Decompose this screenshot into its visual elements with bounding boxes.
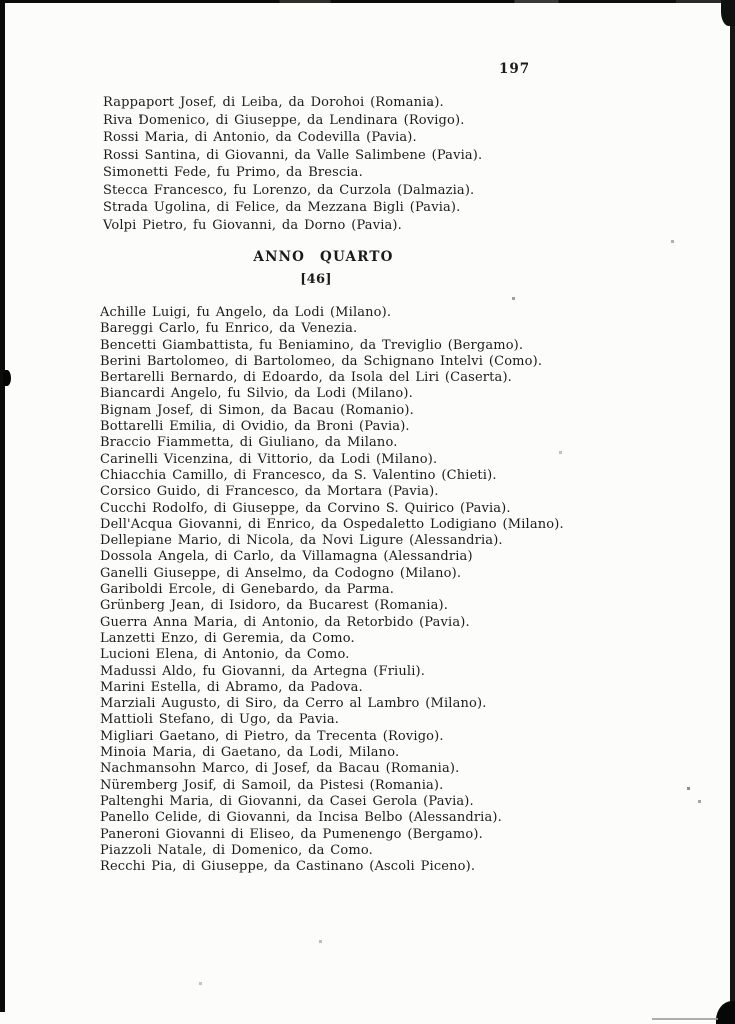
name-list-entry: Dell'Acqua Giovanni, di Enrico, da Ospedaletto Lodigiano (Milano). xyxy=(100,516,564,532)
name-list-entry: Chiacchia Camillo, di Francesco, da S. Valentino (Chieti). xyxy=(100,467,497,483)
name-list-entry: Bignam Josef, di Simon, da Bacau (Romanio). xyxy=(100,402,414,418)
name-list-anno-quarto xyxy=(100,305,564,875)
name-list-entry: Paneroni Giovanni di Eliseo, da Pumenengo (Bergamo). xyxy=(100,826,483,842)
name-list-entry: Corsico Guido, di Francesco, da Mortara (Pavia). xyxy=(100,484,439,500)
name-list-entry: Carinelli Vicenzina, di Vittorio, da Lodi (Milano). xyxy=(100,451,438,467)
name-list-entry: Dossola Angela, di Carlo, da Villamagna (Alessandria) xyxy=(100,549,473,565)
name-list-entry: Stecca Francesco, fu Lorenzo, da Curzola (Dalmazia). xyxy=(103,182,475,198)
scan-corner-bottom-right xyxy=(716,1001,735,1024)
name-list-entry: Nachmansohn Marco, di Josef, da Bacau (Romania). xyxy=(100,761,460,777)
name-list-entry: Bencetti Giambattista, fu Beniamino, da Treviglio (Bergamo). xyxy=(100,337,524,353)
name-list-entry: Marziali Augusto, di Siro, da Cerro al Lambro (Milano). xyxy=(100,696,487,712)
name-list-entry: Berini Bartolomeo, di Bartolomeo, da Schignano Intelvi (Como). xyxy=(100,353,543,369)
name-list-entry: Simonetti Fede, fu Primo, da Brescia. xyxy=(103,165,363,180)
scan-smudge-top-right xyxy=(721,0,735,26)
page-number: 197 xyxy=(499,61,531,77)
name-list-entry: Achille Luigi, fu Angelo, da Lodi (Milano). xyxy=(100,305,392,320)
name-list-entry: Biancardi Angelo, fu Silvio, da Lodi (Milano). xyxy=(100,386,413,402)
name-list-entry: Mattioli Stefano, di Ugo, da Pavia. xyxy=(100,712,340,728)
name-list-entry: Bottarelli Emilia, di Ovidio, da Broni (Pavia). xyxy=(100,419,410,435)
name-list-previous-year xyxy=(103,94,482,234)
name-list-entry: Piazzoli Natale, di Domenico, da Como. xyxy=(100,842,373,858)
name-list-entry: Marini Estella, di Abramo, da Padova. xyxy=(100,679,363,695)
name-list-entry: Riva Domenico, di Giuseppe, da Lendinara (Rovigo). xyxy=(103,112,465,128)
scan-edge-right xyxy=(730,0,735,1024)
name-list-entry: Ganelli Giuseppe, di Anselmo, da Codogno (Milano). xyxy=(100,565,462,581)
name-list-entry: Grünberg Jean, di Isidoro, da Bucarest (Romania). xyxy=(100,598,449,614)
name-list-entry: Dellepiane Mario, di Nicola, da Novi Ligure (Alessandria). xyxy=(100,533,503,549)
name-list-entry: Strada Ugolina, di Felice, da Mezzana Bigli (Pavia). xyxy=(103,200,461,215)
name-list-entry: Gariboldi Ercole, di Genebardo, da Parma. xyxy=(100,582,395,598)
section-heading: ANNO QUARTO xyxy=(253,249,394,265)
name-list-entry: Nüremberg Josif, di Samoil, da Pistesi (Romania). xyxy=(100,777,444,793)
scan-speckles xyxy=(0,0,1,1)
name-list-entry: Bertarelli Bernardo, di Edoardo, da Isola del Liri (Caserta). xyxy=(100,370,512,386)
name-list-entry: Rappaport Josef, di Leiba, da Dorohoi (Romania). xyxy=(103,95,444,110)
name-list-entry: Panello Celide, di Giovanni, da Incisa Belbo (Alessandria). xyxy=(100,810,502,826)
name-list-entry: Cucchi Rodolfo, di Giuseppe, da Corvino S. Quirico (Pavia). xyxy=(100,500,511,516)
name-list-entry: Rossi Maria, di Antonio, da Codevilla (Pavia). xyxy=(103,130,417,145)
scan-edge-top xyxy=(0,0,735,3)
name-list-entry: Paltenghi Maria, di Giovanni, da Casei Gerola (Pavia). xyxy=(100,793,474,809)
scan-blob-left xyxy=(3,370,11,386)
name-list-entry: Minoia Maria, di Gaetano, da Lodi, Milano. xyxy=(100,745,400,761)
scan-edge-left xyxy=(0,0,5,1012)
name-list-entry: Madussi Aldo, fu Giovanni, da Artegna (Friuli). xyxy=(100,663,426,679)
section-count: [46] xyxy=(300,272,332,287)
name-list-entry: Lanzetti Enzo, di Geremia, da Como. xyxy=(100,630,355,646)
name-list-entry: Recchi Pia, di Giuseppe, da Castinano (Ascoli Piceno). xyxy=(100,859,476,875)
name-list-entry: Volpi Pietro, fu Giovanni, da Dorno (Pavia). xyxy=(103,217,402,233)
name-list-entry: Lucioni Elena, di Antonio, da Como. xyxy=(100,647,350,663)
name-list-entry: Braccio Fiammetta, di Giuliano, da Milano. xyxy=(100,435,398,451)
name-list-entry: Migliari Gaetano, di Pietro, da Trecenta (Rovigo). xyxy=(100,728,444,744)
name-list-entry: Guerra Anna Maria, di Antonio, da Retorbido (Pavia). xyxy=(100,614,470,630)
scan-streak-bottom xyxy=(652,1018,718,1020)
name-list-entry: Rossi Santina, di Giovanni, da Valle Salimbene (Pavia). xyxy=(103,147,483,163)
name-list-entry: Bareggi Carlo, fu Enrico, da Venezia. xyxy=(100,321,358,337)
